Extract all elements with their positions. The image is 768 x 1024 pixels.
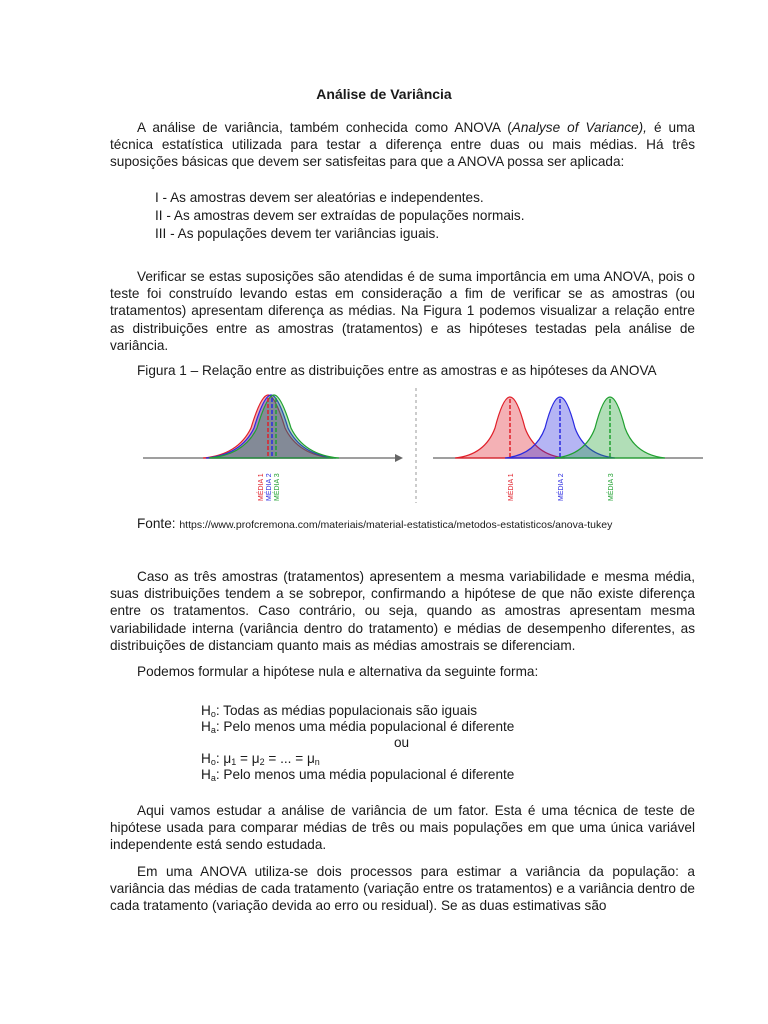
figure-source xyxy=(137,516,612,531)
left-axis-arrow xyxy=(395,454,403,462)
hypotheses-block xyxy=(201,703,514,783)
source-url: https://www.profcremona.com/materiais/material-estatistica/metodos-estatisticos/anova-tukey xyxy=(179,519,613,531)
left-label-2: MÉDIA 2 xyxy=(266,473,273,501)
assumptions-list xyxy=(155,189,524,243)
page-title: Análise de Variância xyxy=(316,86,452,102)
ha-formula: $H_a$: Pelo menos uma média populacional é diferente xyxy=(201,767,515,783)
assumption-item: III - As populações devem ter variâncias iguais. xyxy=(155,226,440,241)
processes-paragraph: Em uma ANOVA utiliza-se dois processos para estimar a variância da população: a variância das médias de cada tratamento (variação entre os tratamentos) e a variância dentro de cada tratamento (variação devida ao erro ou residual). Se as duas estimativas são xyxy=(110,864,695,914)
or-connector: ou xyxy=(394,735,410,750)
right-label-1: MÉDIA 1 xyxy=(508,473,515,501)
intro-italic: Analyse of Variance), xyxy=(511,120,654,135)
left-label-3: MÉDIA 3 xyxy=(274,473,281,501)
formulate-paragraph: Podemos formular a hipótese nula e alternativa da seguinte forma: xyxy=(137,664,539,679)
h0-formula: $H_o$: $\mu_1 = \mu_2$ = ... = $\mu_n$ xyxy=(201,751,320,767)
intro-start: A análise de variância, também conhecida como ANOVA ( xyxy=(137,120,512,135)
assumption-item: I - As amostras devem ser aleatórias e independentes. xyxy=(155,190,484,205)
figure-caption: Figura 1 – Relação entre as distribuições entre as amostras e as hipóteses da ANOVA xyxy=(137,363,657,378)
right-label-3: MÉDIA 3 xyxy=(608,473,615,501)
intro-end: é uma técnica estatística utilizada para testar a diferença entre duas ou mais médias. Há três suposições básicas que devem ser satisfeitas para que a ANOVA possa ser aplicada: xyxy=(110,120,695,170)
intro-paragraph xyxy=(110,119,695,171)
ha-statement: $H_a$: Pelo menos uma média populacional é diferente xyxy=(201,719,515,735)
one-factor-paragraph: Aqui vamos estudar a análise de variância de um fator. Esta é uma técnica de teste de hipótese usada para comparar médias de três ou mais populações em que uma única variável independente está sendo estudada. xyxy=(110,803,695,853)
left-label-1: MÉDIA 1 xyxy=(258,473,265,501)
verify-paragraph: Verificar se estas suposições são atendidas é de suma importância em uma ANOVA, pois o teste foi construído levando estas em consideração a fim de verificar se as amostras (ou tratamentos) apresentam diferença as médias. Na Figura 1 podemos visualizar a relação entre as distribuições entre as amostras (tratamentos) e as hipóteses testadas pela análise de variância. xyxy=(110,269,695,353)
source-label: Fonte: xyxy=(137,516,180,531)
anova-distribution-figure xyxy=(133,383,705,509)
h0-statement: $H_o$: Todas as médias populacionais são iguais xyxy=(201,703,478,719)
right-label-2: MÉDIA 2 xyxy=(558,473,565,501)
left-curve-3 xyxy=(209,395,339,458)
assumption-item: II - As amostras devem ser extraídas de populações normais. xyxy=(155,208,525,223)
same-variability-paragraph: Caso as três amostras (tratamentos) apresentem a mesma variabilidade e mesma média, suas distribuições tendem a se sobrepor, confirmando a hipótese de que não existe diferença entre os tratamentos. Caso contrário, ou seja, quando as amostras apresentam mesma variabilidade interna (variância dentro do tratamento) e médias de desempenho diferentes, as distribuições de distanciam quanto mais as médias amostrais se diferenciam. xyxy=(110,569,695,653)
